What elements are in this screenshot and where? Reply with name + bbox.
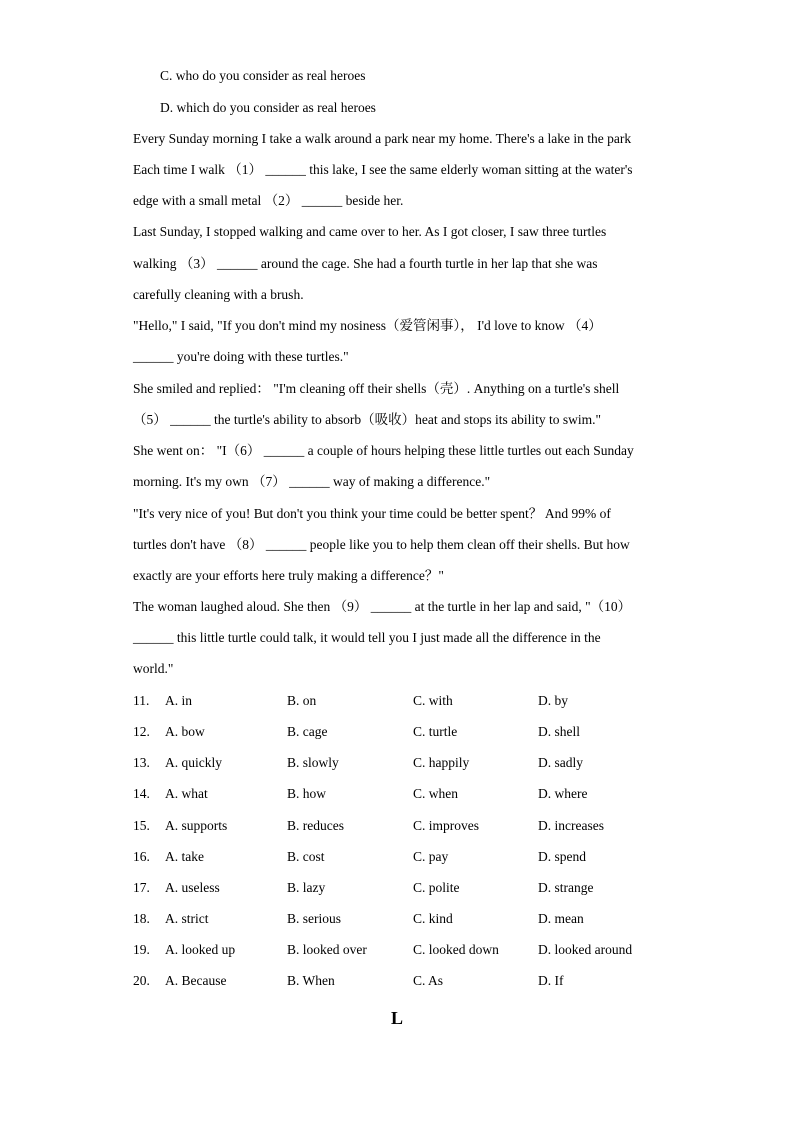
option-c: C. polite bbox=[413, 880, 460, 895]
option-b: B. on bbox=[287, 693, 317, 708]
option-c: C. with bbox=[413, 693, 453, 708]
option-d: D. sadly bbox=[538, 755, 583, 770]
option-b: B. lazy bbox=[287, 880, 326, 895]
option-d: D. looked around bbox=[538, 942, 633, 957]
passage-line: She smiled and replied： "I'm cleaning off their shells（壳）. Anything on a turtle's shell bbox=[133, 381, 620, 396]
question-row bbox=[0, 910, 794, 928]
option-d: D. mean bbox=[538, 911, 584, 926]
option-a: A. quickly bbox=[165, 755, 222, 770]
option-a: A. in bbox=[165, 693, 192, 708]
question-row bbox=[0, 817, 794, 835]
option-c: C. looked down bbox=[413, 942, 499, 957]
question-number: 14. bbox=[133, 786, 150, 801]
option-b: B. serious bbox=[287, 911, 341, 926]
question-number: 18. bbox=[133, 911, 150, 926]
option-a: A. bow bbox=[165, 724, 205, 739]
question-row bbox=[0, 879, 794, 897]
option-d: D. If bbox=[538, 973, 564, 988]
option-c: C. As bbox=[413, 973, 444, 988]
passage-line: edge with a small metal （2） ______ beside her. bbox=[133, 193, 404, 208]
passage-line: Every Sunday morning I take a walk around a park near my home. There's a lake in the park bbox=[133, 131, 632, 146]
option-d: D. strange bbox=[538, 880, 594, 895]
passage-line: morning. It's my own （7） ______ way of making a difference." bbox=[133, 474, 491, 489]
option-a: A. take bbox=[165, 849, 204, 864]
option-b: B. cost bbox=[287, 849, 325, 864]
option-a: A. useless bbox=[165, 880, 220, 895]
question-number: 11. bbox=[133, 693, 150, 708]
question-row bbox=[0, 848, 794, 866]
option-c: C. happily bbox=[413, 755, 470, 770]
option-c: C. turtle bbox=[413, 724, 458, 739]
question-number: 19. bbox=[133, 942, 150, 957]
question-row bbox=[0, 785, 794, 803]
option-b: B. slowly bbox=[287, 755, 339, 770]
passage-line: ______ you're doing with these turtles." bbox=[133, 349, 349, 364]
option-d: D. spend bbox=[538, 849, 586, 864]
passage-line: exactly are your efforts here truly making a difference？" bbox=[133, 568, 444, 583]
passage-line: turtles don't have （8） ______ people like you to help them clean off their shells. But how bbox=[133, 537, 630, 552]
option-a: A. supports bbox=[165, 818, 228, 833]
question-row bbox=[0, 723, 794, 741]
option-d: D. by bbox=[538, 693, 568, 708]
question-row bbox=[0, 941, 794, 959]
question-number: 16. bbox=[133, 849, 150, 864]
option-b: B. looked over bbox=[287, 942, 367, 957]
option-c: C. improves bbox=[413, 818, 479, 833]
question-number: 12. bbox=[133, 724, 150, 739]
question-row bbox=[0, 754, 794, 772]
passage-line: walking （3） ______ around the cage. She had a fourth turtle in her lap that she was bbox=[133, 256, 598, 271]
question-number: 13. bbox=[133, 755, 150, 770]
question-number: 17. bbox=[133, 880, 150, 895]
option-d: D. shell bbox=[538, 724, 580, 739]
option-a: A. Because bbox=[165, 973, 227, 988]
passage-line: She went on： "I（6） ______ a couple of hours helping these little turtles out each Sunday bbox=[133, 443, 634, 458]
option-b: B. cage bbox=[287, 724, 328, 739]
passage-line: Last Sunday, I stopped walking and came over to her. As I got closer, I saw three turtles bbox=[133, 224, 607, 239]
option-b: B. reduces bbox=[287, 818, 344, 833]
footer-mark: L bbox=[390, 1008, 403, 1028]
question-number: 20. bbox=[133, 973, 150, 988]
option-d: D. increases bbox=[538, 818, 604, 833]
passage-line: "It's very nice of you! But don't you think your time could be better spent？ And 99% of bbox=[133, 506, 611, 521]
option-b: B. When bbox=[287, 973, 335, 988]
passage-line: Each time I walk （1） ______ this lake, I see the same elderly woman sitting at the water's bbox=[133, 162, 633, 177]
option-c: C. pay bbox=[413, 849, 449, 864]
option-d: D. where bbox=[538, 786, 588, 801]
option-a: A. strict bbox=[165, 911, 209, 926]
passage-line: （5） ______ the turtle's ability to absorb（吸收）heat and stops its ability to swim." bbox=[133, 412, 602, 427]
passage-line: ______ this little turtle could talk, it would tell you I just made all the difference in the bbox=[133, 630, 601, 645]
option-b: B. how bbox=[287, 786, 327, 801]
previous-option-d: D. which do you consider as real heroes bbox=[160, 100, 376, 115]
question-row bbox=[0, 692, 794, 710]
option-c: C. when bbox=[413, 786, 458, 801]
passage-line: world." bbox=[133, 661, 174, 676]
option-a: A. looked up bbox=[165, 942, 236, 957]
passage-line: The woman laughed aloud. She then （9） ______ at the turtle in her lap and said, "（10） bbox=[133, 599, 632, 614]
previous-option-c: C. who do you consider as real heroes bbox=[160, 68, 366, 83]
passage-line: "Hello," I said, "If you don't mind my nosiness（爱管闲事）， I'd love to know （4） bbox=[133, 318, 602, 333]
option-c: C. kind bbox=[413, 911, 453, 926]
option-a: A. what bbox=[165, 786, 208, 801]
question-row bbox=[0, 972, 794, 990]
passage-line: carefully cleaning with a brush. bbox=[133, 287, 304, 302]
question-number: 15. bbox=[133, 818, 150, 833]
